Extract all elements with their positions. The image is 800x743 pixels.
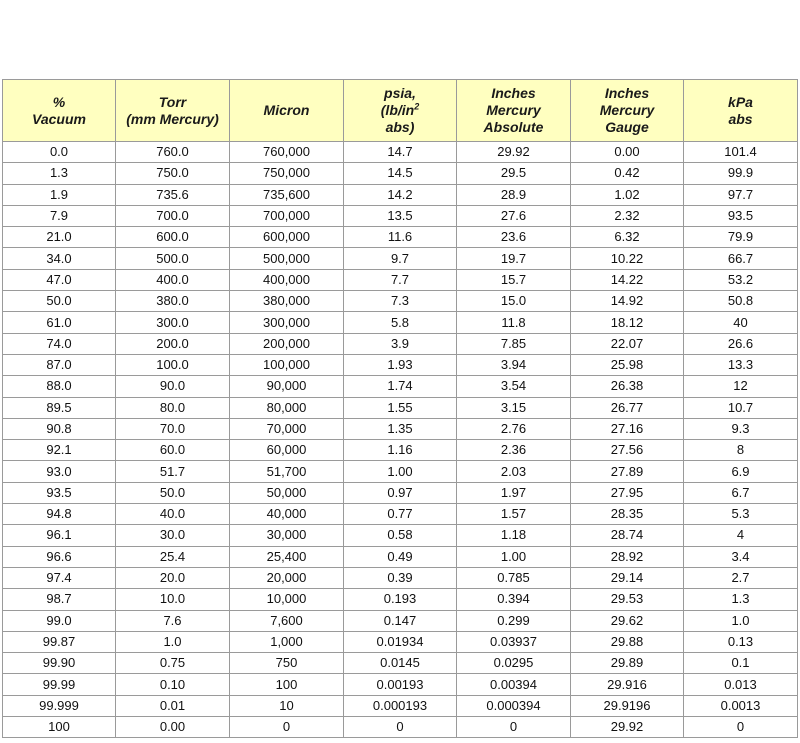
cell-percent-vacuum: 1.3 [3, 163, 116, 184]
header-row [3, 80, 798, 142]
cell-inches-mercury-gauge: 14.22 [571, 269, 684, 290]
table-row [3, 184, 798, 205]
header-line: psia, [384, 85, 416, 101]
cell-torr: 750.0 [116, 163, 230, 184]
cell-torr: 200.0 [116, 333, 230, 354]
cell-psia: 0.00193 [344, 674, 457, 695]
column-header-torr [116, 80, 230, 142]
cell-psia: 0.000193 [344, 695, 457, 716]
cell-kpa-abs: 40 [684, 312, 798, 333]
cell-inches-mercury-gauge: 29.53 [571, 589, 684, 610]
cell-torr: 0.10 [116, 674, 230, 695]
cell-torr: 735.6 [116, 184, 230, 205]
cell-inches-mercury-absolute: 1.97 [457, 482, 571, 503]
cell-micron: 380,000 [230, 291, 344, 312]
column-header-inches-mercury-absolute [457, 80, 571, 142]
cell-psia: 1.16 [344, 440, 457, 461]
cell-micron: 10 [230, 695, 344, 716]
cell-percent-vacuum: 99.90 [3, 653, 116, 674]
table-header [3, 80, 798, 142]
cell-inches-mercury-absolute: 0.03937 [457, 631, 571, 652]
cell-torr: 90.0 [116, 376, 230, 397]
cell-percent-vacuum: 99.999 [3, 695, 116, 716]
cell-inches-mercury-absolute: 2.03 [457, 461, 571, 482]
cell-kpa-abs: 5.3 [684, 504, 798, 525]
header-line: Mercury [486, 102, 541, 118]
cell-inches-mercury-gauge: 27.16 [571, 418, 684, 439]
cell-micron: 7,600 [230, 610, 344, 631]
cell-inches-mercury-absolute: 3.15 [457, 397, 571, 418]
cell-micron: 300,000 [230, 312, 344, 333]
cell-kpa-abs: 53.2 [684, 269, 798, 290]
cell-inches-mercury-gauge: 14.92 [571, 291, 684, 312]
cell-percent-vacuum: 88.0 [3, 376, 116, 397]
cell-psia: 0.0145 [344, 653, 457, 674]
cell-kpa-abs: 0 [684, 717, 798, 738]
header-line: Inches [604, 85, 650, 101]
header-superscript: 2 [414, 101, 420, 112]
cell-micron: 40,000 [230, 504, 344, 525]
column-header-psia [344, 80, 457, 142]
cell-psia: 0.49 [344, 546, 457, 567]
cell-inches-mercury-gauge: 6.32 [571, 227, 684, 248]
cell-percent-vacuum: 99.0 [3, 610, 116, 631]
table-row [3, 269, 798, 290]
cell-psia: 14.7 [344, 142, 457, 163]
cell-psia: 11.6 [344, 227, 457, 248]
cell-percent-vacuum: 74.0 [3, 333, 116, 354]
cell-torr: 1.0 [116, 631, 230, 652]
cell-kpa-abs: 4 [684, 525, 798, 546]
cell-inches-mercury-gauge: 29.89 [571, 653, 684, 674]
cell-psia: 0.193 [344, 589, 457, 610]
column-header-micron [230, 80, 344, 142]
cell-kpa-abs: 3.4 [684, 546, 798, 567]
cell-inches-mercury-gauge: 22.07 [571, 333, 684, 354]
cell-inches-mercury-gauge: 28.92 [571, 546, 684, 567]
cell-micron: 750,000 [230, 163, 344, 184]
cell-percent-vacuum: 61.0 [3, 312, 116, 333]
cell-micron: 0 [230, 717, 344, 738]
cell-micron: 735,600 [230, 184, 344, 205]
cell-torr: 0.00 [116, 717, 230, 738]
cell-inches-mercury-absolute: 7.85 [457, 333, 571, 354]
cell-inches-mercury-gauge: 25.98 [571, 354, 684, 375]
cell-psia: 1.93 [344, 354, 457, 375]
table-row [3, 205, 798, 226]
cell-inches-mercury-absolute: 0 [457, 717, 571, 738]
cell-kpa-abs: 10.7 [684, 397, 798, 418]
cell-micron: 1,000 [230, 631, 344, 652]
cell-kpa-abs: 12 [684, 376, 798, 397]
cell-percent-vacuum: 21.0 [3, 227, 116, 248]
table-row [3, 142, 798, 163]
table-row [3, 227, 798, 248]
cell-percent-vacuum: 1.9 [3, 184, 116, 205]
cell-percent-vacuum: 7.9 [3, 205, 116, 226]
cell-inches-mercury-gauge: 0.42 [571, 163, 684, 184]
header-line: Torr [158, 93, 187, 110]
cell-percent-vacuum: 94.8 [3, 504, 116, 525]
column-header-kpa-abs [684, 80, 798, 142]
cell-kpa-abs: 9.3 [684, 418, 798, 439]
table-row [3, 376, 798, 397]
cell-inches-mercury-absolute: 0.00394 [457, 674, 571, 695]
cell-percent-vacuum: 99.99 [3, 674, 116, 695]
cell-psia: 1.35 [344, 418, 457, 439]
cell-psia: 0.01934 [344, 631, 457, 652]
cell-percent-vacuum: 92.1 [3, 440, 116, 461]
cell-kpa-abs: 13.3 [684, 354, 798, 375]
table-row [3, 248, 798, 269]
cell-torr: 10.0 [116, 589, 230, 610]
header-line: % [52, 93, 66, 110]
cell-micron: 50,000 [230, 482, 344, 503]
cell-psia: 0.58 [344, 525, 457, 546]
cell-percent-vacuum: 0.0 [3, 142, 116, 163]
header-line: Vacuum [32, 110, 86, 127]
cell-micron: 30,000 [230, 525, 344, 546]
cell-micron: 60,000 [230, 440, 344, 461]
cell-inches-mercury-gauge: 18.12 [571, 312, 684, 333]
table-row [3, 333, 798, 354]
cell-inches-mercury-gauge: 1.02 [571, 184, 684, 205]
cell-percent-vacuum: 47.0 [3, 269, 116, 290]
header-line: Gauge [605, 119, 649, 135]
cell-kpa-abs: 50.8 [684, 291, 798, 312]
cell-inches-mercury-absolute: 15.7 [457, 269, 571, 290]
cell-kpa-abs: 99.9 [684, 163, 798, 184]
cell-torr: 25.4 [116, 546, 230, 567]
header-line: Mercury [599, 102, 655, 118]
cell-torr: 30.0 [116, 525, 230, 546]
cell-inches-mercury-absolute: 2.36 [457, 440, 571, 461]
cell-kpa-abs: 1.3 [684, 589, 798, 610]
cell-psia: 1.00 [344, 461, 457, 482]
cell-percent-vacuum: 89.5 [3, 397, 116, 418]
cell-micron: 200,000 [230, 333, 344, 354]
cell-percent-vacuum: 87.0 [3, 354, 116, 375]
cell-kpa-abs: 0.1 [684, 653, 798, 674]
cell-micron: 700,000 [230, 205, 344, 226]
cell-torr: 760.0 [116, 142, 230, 163]
cell-psia: 0 [344, 717, 457, 738]
header-line: ($lb/in^2$ [380, 101, 420, 118]
cell-psia: 0.39 [344, 567, 457, 588]
cell-torr: 20.0 [116, 567, 230, 588]
table-row [3, 312, 798, 333]
column-header-inches-mercury-gauge [571, 80, 684, 142]
cell-percent-vacuum: 99.87 [3, 631, 116, 652]
table-row [3, 504, 798, 525]
cell-micron: 10,000 [230, 589, 344, 610]
cell-inches-mercury-absolute: 1.57 [457, 504, 571, 525]
cell-inches-mercury-absolute: 3.54 [457, 376, 571, 397]
cell-kpa-abs: 0.13 [684, 631, 798, 652]
header-line: Micron [263, 102, 310, 118]
cell-micron: 20,000 [230, 567, 344, 588]
cell-psia: 7.7 [344, 269, 457, 290]
cell-torr: 50.0 [116, 482, 230, 503]
cell-kpa-abs: 101.4 [684, 142, 798, 163]
cell-inches-mercury-absolute: 0.299 [457, 610, 571, 631]
cell-torr: 80.0 [116, 397, 230, 418]
table-row [3, 546, 798, 567]
header-line: Inches [491, 85, 536, 101]
cell-inches-mercury-absolute: 0.785 [457, 567, 571, 588]
cell-inches-mercury-absolute: 11.8 [457, 312, 571, 333]
vacuum-conversion-table [2, 79, 798, 738]
table-body [3, 142, 798, 738]
cell-micron: 760,000 [230, 142, 344, 163]
cell-inches-mercury-absolute: 3.94 [457, 354, 571, 375]
cell-inches-mercury-absolute: 23.6 [457, 227, 571, 248]
header-line: Absolute [483, 119, 544, 135]
cell-inches-mercury-gauge: 27.56 [571, 440, 684, 461]
cell-kpa-abs: 0.0013 [684, 695, 798, 716]
vacuum-conversion-table-container [2, 79, 797, 738]
cell-inches-mercury-absolute: 29.5 [457, 163, 571, 184]
table-row [3, 482, 798, 503]
table-row [3, 674, 798, 695]
table-row [3, 589, 798, 610]
cell-kpa-abs: 66.7 [684, 248, 798, 269]
cell-inches-mercury-absolute: 0.000394 [457, 695, 571, 716]
cell-inches-mercury-gauge: 27.95 [571, 482, 684, 503]
cell-psia: 9.7 [344, 248, 457, 269]
cell-micron: 70,000 [230, 418, 344, 439]
cell-psia: 14.2 [344, 184, 457, 205]
cell-percent-vacuum: 96.1 [3, 525, 116, 546]
cell-inches-mercury-absolute: 29.92 [457, 142, 571, 163]
cell-inches-mercury-absolute: 15.0 [457, 291, 571, 312]
cell-percent-vacuum: 100 [3, 717, 116, 738]
cell-inches-mercury-gauge: 10.22 [571, 248, 684, 269]
cell-inches-mercury-gauge: 29.92 [571, 717, 684, 738]
cell-torr: 51.7 [116, 461, 230, 482]
cell-micron: 600,000 [230, 227, 344, 248]
column-header-percent-vacuum [3, 80, 116, 142]
cell-percent-vacuum: 50.0 [3, 291, 116, 312]
table-row [3, 631, 798, 652]
cell-micron: 500,000 [230, 248, 344, 269]
cell-kpa-abs: 93.5 [684, 205, 798, 226]
cell-percent-vacuum: 93.0 [3, 461, 116, 482]
cell-kpa-abs: 6.9 [684, 461, 798, 482]
cell-inches-mercury-gauge: 29.62 [571, 610, 684, 631]
cell-psia: 14.5 [344, 163, 457, 184]
cell-percent-vacuum: 90.8 [3, 418, 116, 439]
cell-micron: 51,700 [230, 461, 344, 482]
table-row [3, 418, 798, 439]
cell-inches-mercury-absolute: 1.00 [457, 546, 571, 567]
cell-micron: 100 [230, 674, 344, 695]
cell-inches-mercury-absolute: 0.394 [457, 589, 571, 610]
cell-torr: 40.0 [116, 504, 230, 525]
cell-kpa-abs: 0.013 [684, 674, 798, 695]
cell-micron: 750 [230, 653, 344, 674]
cell-kpa-abs: 1.0 [684, 610, 798, 631]
cell-inches-mercury-gauge: 28.35 [571, 504, 684, 525]
table-row [3, 567, 798, 588]
cell-torr: 300.0 [116, 312, 230, 333]
cell-torr: 400.0 [116, 269, 230, 290]
cell-inches-mercury-gauge: 29.9196 [571, 695, 684, 716]
cell-kpa-abs: 97.7 [684, 184, 798, 205]
cell-kpa-abs: 6.7 [684, 482, 798, 503]
table-row [3, 397, 798, 418]
cell-kpa-abs: 8 [684, 440, 798, 461]
header-line: abs) [385, 119, 415, 135]
cell-inches-mercury-gauge: 27.89 [571, 461, 684, 482]
cell-psia: 0.77 [344, 504, 457, 525]
table-row [3, 717, 798, 738]
cell-micron: 90,000 [230, 376, 344, 397]
table-row [3, 163, 798, 184]
cell-torr: 0.75 [116, 653, 230, 674]
cell-inches-mercury-gauge: 29.88 [571, 631, 684, 652]
cell-torr: 500.0 [116, 248, 230, 269]
cell-torr: 7.6 [116, 610, 230, 631]
cell-inches-mercury-absolute: 19.7 [457, 248, 571, 269]
cell-inches-mercury-absolute: 0.0295 [457, 653, 571, 674]
cell-psia: 5.8 [344, 312, 457, 333]
cell-inches-mercury-gauge: 0.00 [571, 142, 684, 163]
cell-torr: 380.0 [116, 291, 230, 312]
table-row [3, 461, 798, 482]
cell-torr: 60.0 [116, 440, 230, 461]
cell-percent-vacuum: 93.5 [3, 482, 116, 503]
header-line: (mm Mercury) [126, 110, 219, 127]
cell-micron: 400,000 [230, 269, 344, 290]
cell-psia: 1.74 [344, 376, 457, 397]
cell-kpa-abs: 79.9 [684, 227, 798, 248]
cell-percent-vacuum: 97.4 [3, 567, 116, 588]
table-row [3, 440, 798, 461]
cell-kpa-abs: 2.7 [684, 567, 798, 588]
cell-inches-mercury-absolute: 27.6 [457, 205, 571, 226]
cell-psia: 7.3 [344, 291, 457, 312]
cell-inches-mercury-absolute: 2.76 [457, 418, 571, 439]
cell-inches-mercury-gauge: 2.32 [571, 205, 684, 226]
header-line: abs [728, 110, 753, 127]
cell-psia: 13.5 [344, 205, 457, 226]
cell-inches-mercury-gauge: 28.74 [571, 525, 684, 546]
cell-torr: 0.01 [116, 695, 230, 716]
cell-kpa-abs: 26.6 [684, 333, 798, 354]
cell-inches-mercury-gauge: 29.916 [571, 674, 684, 695]
cell-inches-mercury-absolute: 28.9 [457, 184, 571, 205]
cell-micron: 80,000 [230, 397, 344, 418]
cell-torr: 70.0 [116, 418, 230, 439]
cell-psia: 3.9 [344, 333, 457, 354]
table-row [3, 525, 798, 546]
cell-torr: 100.0 [116, 354, 230, 375]
cell-inches-mercury-absolute: 1.18 [457, 525, 571, 546]
cell-psia: 0.97 [344, 482, 457, 503]
table-row [3, 354, 798, 375]
cell-torr: 600.0 [116, 227, 230, 248]
cell-inches-mercury-gauge: 29.14 [571, 567, 684, 588]
cell-psia: 0.147 [344, 610, 457, 631]
cell-psia: 1.55 [344, 397, 457, 418]
cell-torr: 700.0 [116, 205, 230, 226]
table-row [3, 695, 798, 716]
cell-micron: 100,000 [230, 354, 344, 375]
cell-percent-vacuum: 96.6 [3, 546, 116, 567]
cell-percent-vacuum: 34.0 [3, 248, 116, 269]
cell-inches-mercury-gauge: 26.38 [571, 376, 684, 397]
table-row [3, 653, 798, 674]
table-row [3, 610, 798, 631]
header-line: kPa [728, 93, 753, 110]
cell-inches-mercury-gauge: 26.77 [571, 397, 684, 418]
table-row [3, 291, 798, 312]
cell-micron: 25,400 [230, 546, 344, 567]
cell-percent-vacuum: 98.7 [3, 589, 116, 610]
